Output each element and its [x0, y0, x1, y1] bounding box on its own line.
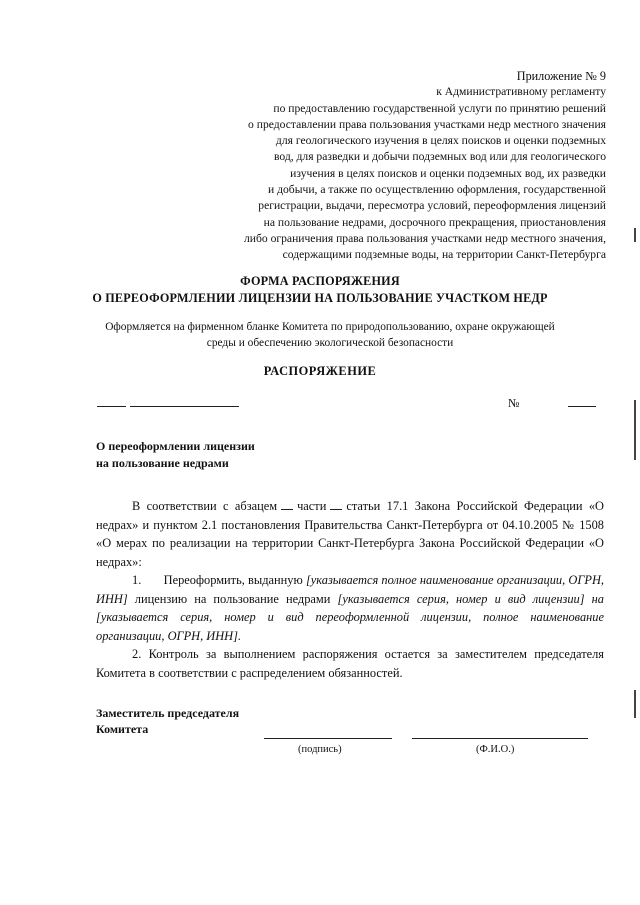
scan-edge-mark	[634, 228, 636, 242]
signature-caption: (подпись)	[298, 744, 342, 755]
item-2-paragraph: 2. Контроль за выполнением распоряжения остается за заместителем председателя Комитета в соответствии с распределением обязанностей.	[96, 647, 604, 680]
signature-line	[264, 738, 392, 739]
appendix-heading: Приложение № 9	[516, 69, 606, 83]
name-caption: (Ф.И.О.)	[476, 744, 515, 755]
number-blank-line	[568, 406, 596, 407]
form-title-line1: ФОРМА РАСПОРЯЖЕНИЯ	[240, 274, 400, 288]
signer-line2: Комитета	[96, 721, 149, 736]
scan-edge-mark	[634, 400, 636, 460]
appendix-line: либо ограничения права пользования участками недр местного значения,	[243, 231, 606, 245]
appendix-line: вод, для разведки и добычи подземных вод или для геологического	[273, 150, 606, 164]
date-line-gap	[126, 402, 130, 410]
appendix-line: к Административному регламенту	[436, 85, 606, 99]
appendix-line: и добычи, а также по осуществлению оформления, государственной	[268, 183, 606, 197]
number-label: №	[508, 396, 520, 410]
item-1-text-c: лицензию на пользование недрами	[134, 591, 331, 606]
item-1-number: 1.	[132, 573, 142, 587]
item-1-text-e: на	[591, 591, 604, 606]
order-title: РАСПОРЯЖЕНИЕ	[263, 364, 377, 378]
appendix-line: о предоставлении права пользования участками недр местного значения	[248, 117, 606, 131]
note-line1: Оформляется на фирменном бланке Комитета по природопользованию, охране окружающей	[105, 321, 555, 333]
intro-paragraph	[96, 497, 604, 571]
appendix-line: регистрации, выдачи, пересмотра условий, переоформления лицензий	[258, 199, 606, 213]
item-1-placeholder-new-license: [указывается серия, номер и вид переоформленной лицензии, полное наименование организации, ОГРН, ИНН].	[96, 610, 604, 643]
name-line	[412, 738, 588, 739]
appendix-line: по предоставлению государственной услуги по принятию решений	[273, 101, 606, 115]
item-1-placeholder-org: [указывается полное наименование организации, ОГРН, ИНН]	[96, 573, 604, 606]
intro-text-b: части	[297, 499, 327, 513]
signer-line1: Заместитель председателя	[96, 706, 240, 720]
subject-line1: О переоформлении лицензии	[96, 439, 255, 453]
appendix-line: содержащими подземные воды, на территории Санкт-Петербурга	[282, 248, 606, 262]
paragraph-blank	[281, 499, 293, 510]
subject-line2: на пользование недрами	[96, 456, 229, 470]
letterhead-note	[90, 320, 570, 351]
part-blank	[330, 499, 342, 510]
appendix-line: на пользование недрами, досрочного прекращения, приостановления	[263, 215, 606, 229]
order-body	[96, 497, 604, 682]
item-1-placeholder-license: [указывается серия, номер и вид лицензии]	[337, 591, 585, 606]
appendix-line: для геологического изучения в целях поисков и оценки подземных	[275, 134, 606, 148]
scan-edge-mark	[634, 690, 636, 718]
item-1-paragraph	[96, 571, 604, 645]
intro-text-a: В соответствии с абзацем	[132, 499, 278, 513]
date-blank-line	[97, 406, 239, 407]
appendix-block	[176, 68, 606, 264]
item-1-text-a: Переоформить, выданную	[163, 573, 303, 587]
order-subject	[96, 438, 316, 472]
appendix-line: изучения в целях поисков и оценки подземных вод, их разведки	[290, 166, 606, 180]
note-line2: среды и обеспечению экологической безопасности	[206, 336, 454, 349]
signer-title	[96, 706, 316, 737]
intro-text-c: статьи 17.1 Закона Российской Федерации «О недрах» и пунктом 2.1 постановления Правительства Санкт-Петербурга от 04.10.2005 № 1508 «О мерах по реализации на территории Санкт-Петербурга Закона Российской Федерации «О недрах»:	[96, 499, 604, 569]
form-title-line2: О ПЕРЕОФОРМЛЕНИИ ЛИЦЕНЗИИ НА ПОЛЬЗОВАНИЕ УЧАСТКОМ НЕДР	[92, 291, 548, 305]
